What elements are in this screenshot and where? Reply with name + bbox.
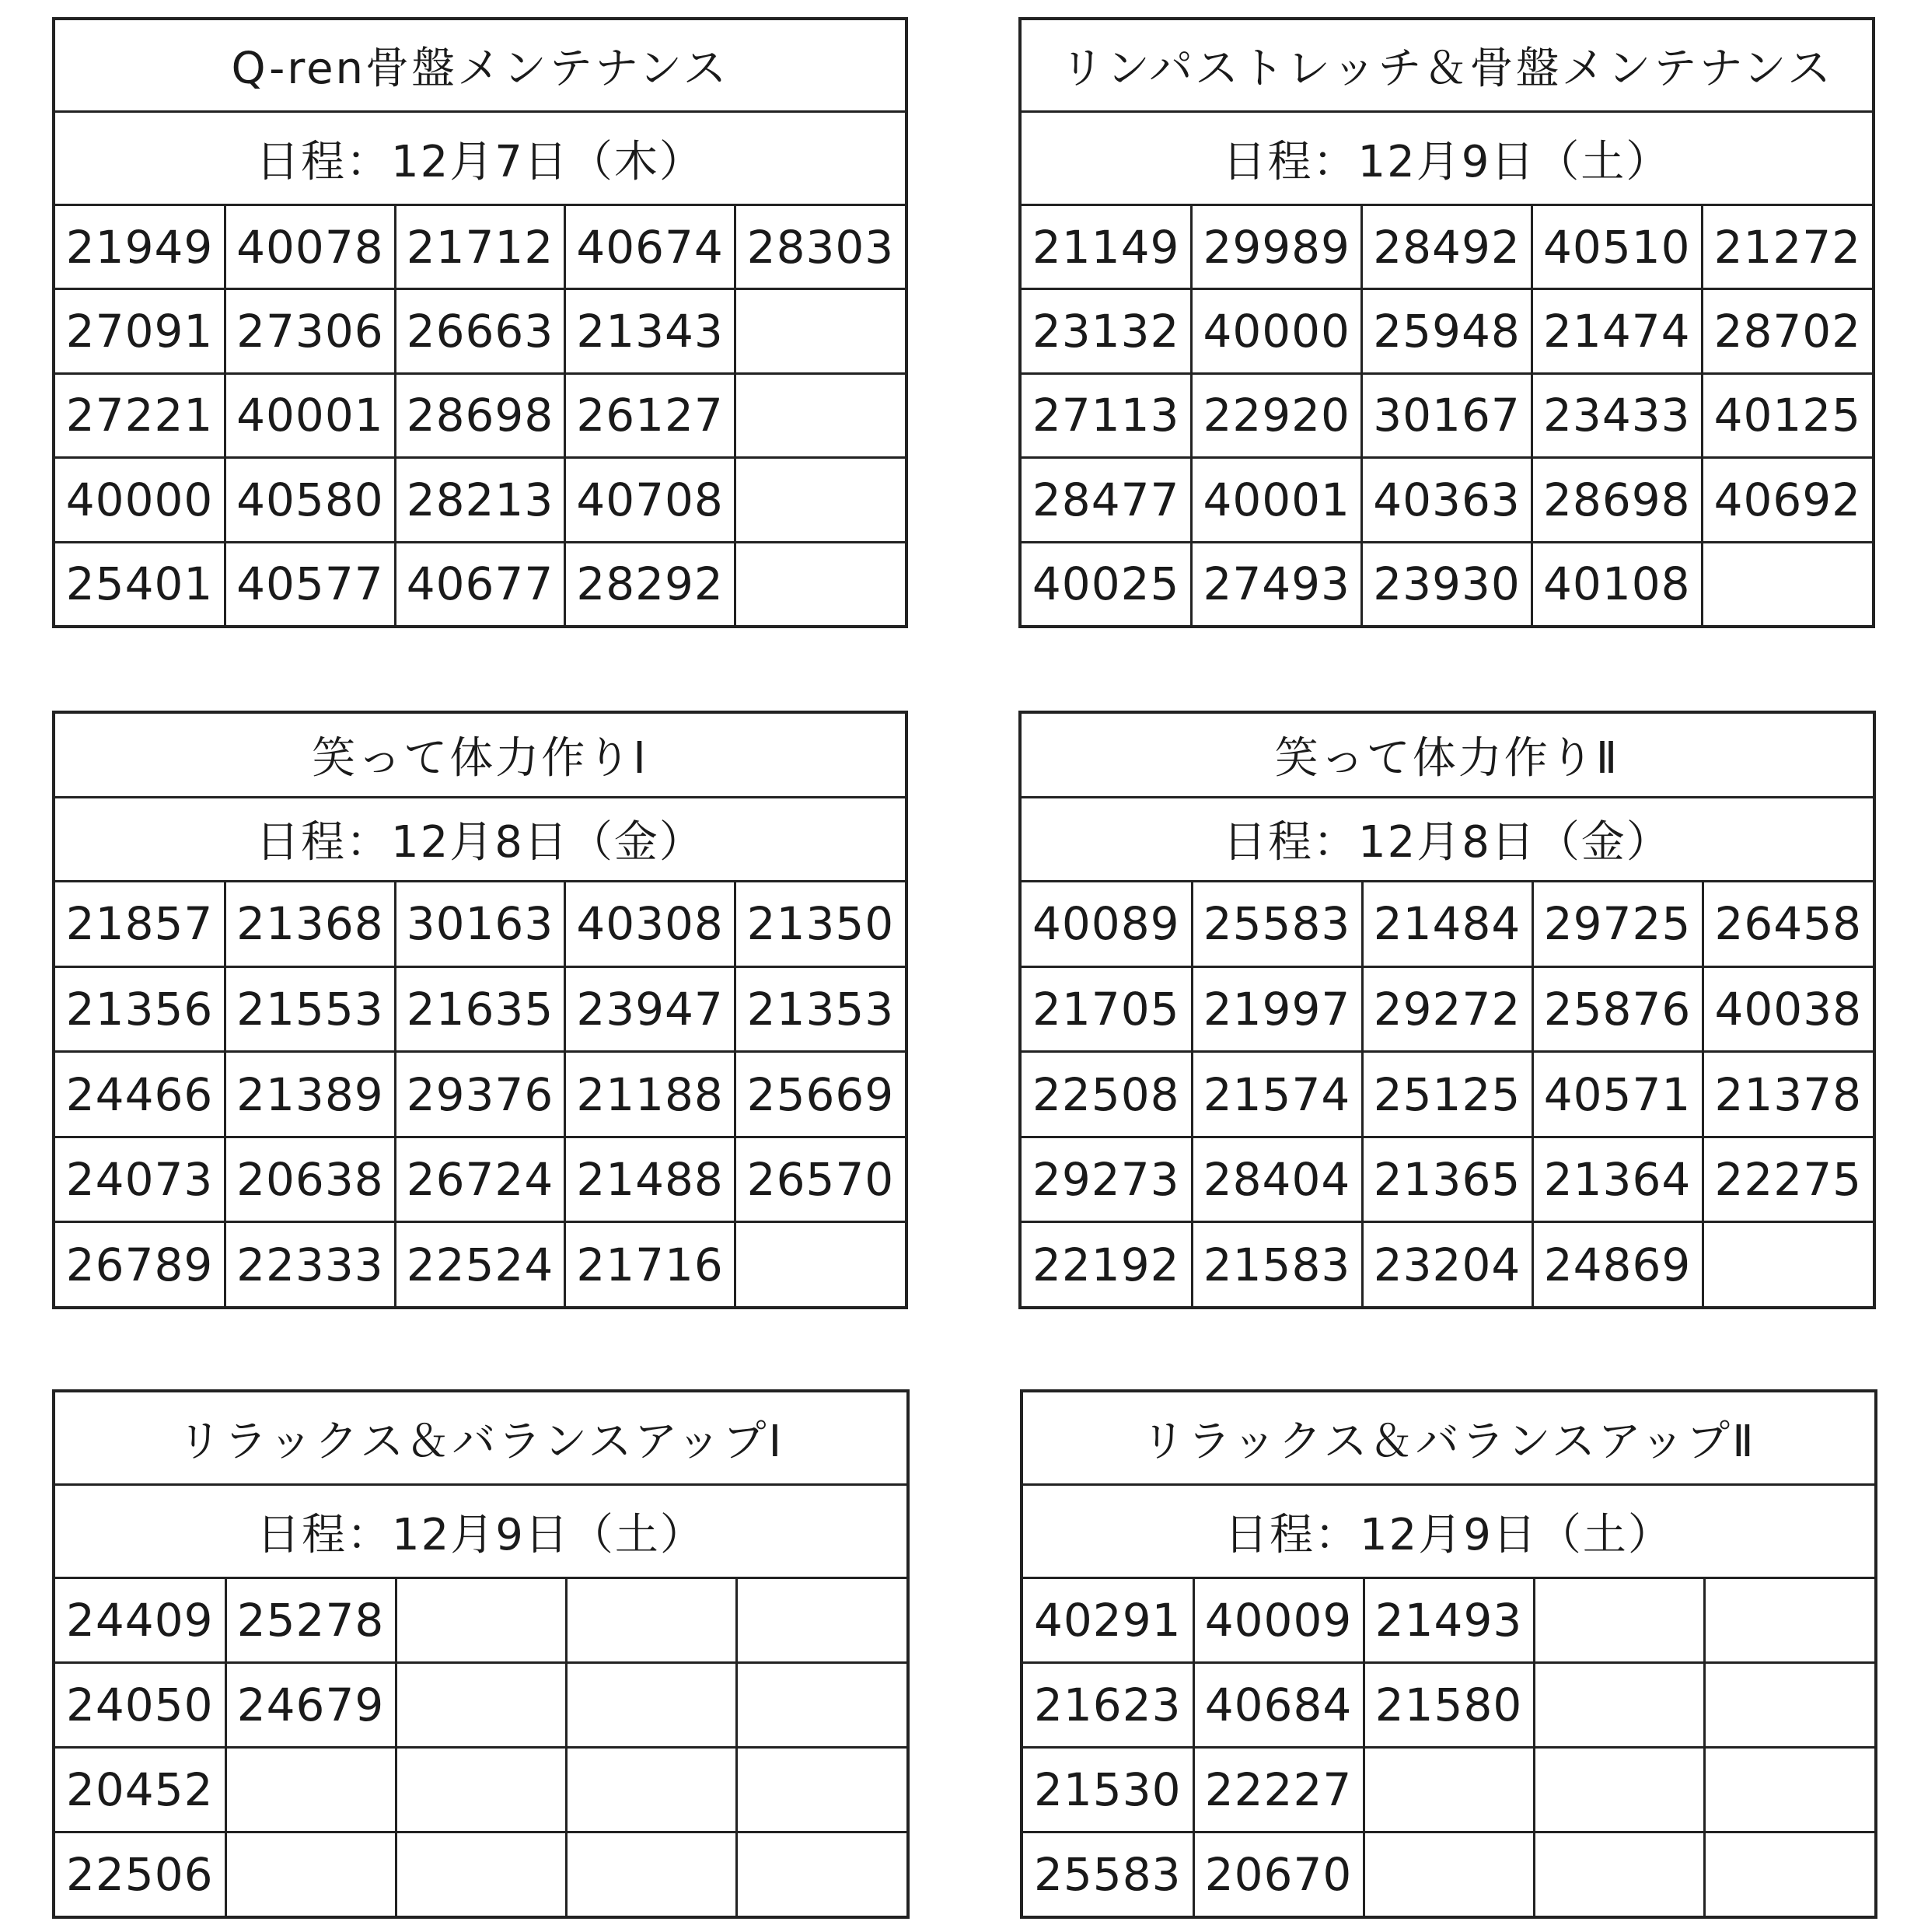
member-number-cell: 40674 bbox=[565, 204, 735, 288]
table-row bbox=[55, 1748, 906, 1832]
member-number-cell: 26789 bbox=[55, 1222, 225, 1306]
member-number-cell: 21623 bbox=[1023, 1663, 1193, 1748]
class-title: Q-ren骨盤メンテナンス bbox=[55, 20, 905, 112]
class-date: 日程：12月8日（金） bbox=[55, 797, 905, 882]
member-number-cell bbox=[1704, 1578, 1874, 1663]
table-row bbox=[1022, 289, 1872, 373]
member-number-cell: 29272 bbox=[1362, 966, 1532, 1052]
member-number-cell: 22508 bbox=[1022, 1052, 1192, 1137]
member-number-cell: 21389 bbox=[225, 1052, 396, 1137]
member-number-cell: 40001 bbox=[225, 373, 396, 457]
member-number-cell: 22333 bbox=[225, 1222, 396, 1306]
table-row bbox=[55, 373, 905, 457]
member-number-cell: 40038 bbox=[1703, 966, 1873, 1052]
member-number-cell: 25948 bbox=[1362, 289, 1532, 373]
member-number-cell bbox=[1704, 1832, 1874, 1916]
member-number-cell bbox=[396, 1578, 566, 1663]
table-row bbox=[55, 1222, 905, 1306]
member-number-cell: 30167 bbox=[1362, 373, 1532, 457]
member-number-cell: 22275 bbox=[1703, 1137, 1873, 1222]
member-number-cell bbox=[735, 1222, 905, 1306]
member-number-cell: 26458 bbox=[1703, 882, 1873, 967]
table-row bbox=[1022, 1052, 1873, 1137]
schedule-block bbox=[52, 711, 908, 1309]
member-number-cell: 27306 bbox=[225, 289, 396, 373]
member-number-cell: 24409 bbox=[55, 1578, 225, 1663]
member-number-cell: 22524 bbox=[395, 1222, 565, 1306]
member-number-cell: 40308 bbox=[565, 882, 735, 967]
table-row bbox=[55, 1578, 906, 1663]
member-number-cell: 40025 bbox=[1022, 542, 1192, 625]
schedule-table bbox=[55, 1392, 906, 1916]
member-number-cell bbox=[566, 1748, 736, 1832]
member-number-cell: 40078 bbox=[225, 204, 396, 288]
member-number-cell: 21364 bbox=[1532, 1137, 1703, 1222]
member-number-cell: 27091 bbox=[55, 289, 225, 373]
member-number-cell: 21635 bbox=[395, 966, 565, 1052]
member-number-cell: 28698 bbox=[395, 373, 565, 457]
member-number-cell: 21712 bbox=[395, 204, 565, 288]
member-number-cell bbox=[1534, 1578, 1704, 1663]
table-row bbox=[55, 1663, 906, 1748]
member-number-cell: 21343 bbox=[565, 289, 735, 373]
schedule-table bbox=[55, 714, 905, 1306]
table-row bbox=[55, 542, 905, 625]
table-row bbox=[1022, 882, 1873, 967]
member-number-cell: 29273 bbox=[1022, 1137, 1192, 1222]
member-number-cell: 40291 bbox=[1023, 1578, 1193, 1663]
member-number-cell: 40108 bbox=[1532, 542, 1702, 625]
member-number-cell: 21368 bbox=[225, 882, 396, 967]
member-number-cell: 21553 bbox=[225, 966, 396, 1052]
member-number-cell bbox=[736, 1832, 906, 1916]
member-number-cell: 40510 bbox=[1532, 204, 1702, 288]
member-number-cell bbox=[1704, 1748, 1874, 1832]
schedule-block bbox=[1020, 1389, 1877, 1919]
class-date: 日程：12月9日（土） bbox=[1023, 1485, 1874, 1578]
member-number-cell: 23132 bbox=[1022, 289, 1192, 373]
table-row bbox=[1023, 1832, 1874, 1916]
member-number-cell: 30163 bbox=[395, 882, 565, 967]
member-number-cell: 21365 bbox=[1362, 1137, 1532, 1222]
member-number-cell bbox=[1704, 1663, 1874, 1748]
member-number-cell: 28303 bbox=[735, 204, 905, 288]
member-number-cell: 27493 bbox=[1192, 542, 1362, 625]
class-title: リラックス＆バランスアップⅡ bbox=[1023, 1392, 1874, 1485]
member-number-cell: 24466 bbox=[55, 1052, 225, 1137]
member-number-cell: 40125 bbox=[1702, 373, 1872, 457]
class-date: 日程：12月7日（木） bbox=[55, 112, 905, 204]
member-number-cell: 21356 bbox=[55, 966, 225, 1052]
table-row bbox=[1022, 373, 1872, 457]
member-number-cell: 21857 bbox=[55, 882, 225, 967]
member-number-cell: 22227 bbox=[1193, 1748, 1364, 1832]
table-row bbox=[1022, 1137, 1873, 1222]
table-row bbox=[55, 966, 905, 1052]
member-number-cell bbox=[735, 542, 905, 625]
member-number-cell: 21716 bbox=[565, 1222, 735, 1306]
member-number-cell: 24050 bbox=[55, 1663, 225, 1748]
schedule-table bbox=[1022, 20, 1872, 625]
member-number-cell: 20638 bbox=[225, 1137, 396, 1222]
table-row bbox=[55, 204, 905, 288]
member-number-cell: 21949 bbox=[55, 204, 225, 288]
member-number-cell: 28698 bbox=[1532, 458, 1702, 542]
schedule-block bbox=[52, 1389, 910, 1919]
member-number-cell: 23947 bbox=[565, 966, 735, 1052]
member-number-cell bbox=[396, 1748, 566, 1832]
member-number-cell bbox=[735, 289, 905, 373]
member-number-cell: 26570 bbox=[735, 1137, 905, 1222]
table-row bbox=[1022, 966, 1873, 1052]
member-number-cell: 25669 bbox=[735, 1052, 905, 1137]
table-row bbox=[1023, 1748, 1874, 1832]
member-number-cell: 21484 bbox=[1362, 882, 1532, 967]
member-number-cell: 40001 bbox=[1192, 458, 1362, 542]
member-number-cell: 40677 bbox=[395, 542, 565, 625]
member-number-cell: 29725 bbox=[1532, 882, 1703, 967]
member-number-cell: 21488 bbox=[565, 1137, 735, 1222]
member-number-cell: 21353 bbox=[735, 966, 905, 1052]
member-number-cell bbox=[736, 1748, 906, 1832]
member-number-cell: 24679 bbox=[225, 1663, 396, 1748]
member-number-cell: 21149 bbox=[1022, 204, 1192, 288]
class-title: 笑って体力作りⅡ bbox=[1022, 714, 1873, 797]
member-number-cell: 23433 bbox=[1532, 373, 1702, 457]
member-number-cell: 21350 bbox=[735, 882, 905, 967]
member-number-cell: 40363 bbox=[1362, 458, 1532, 542]
member-number-cell: 28477 bbox=[1022, 458, 1192, 542]
member-number-cell: 28702 bbox=[1702, 289, 1872, 373]
member-number-cell: 21474 bbox=[1532, 289, 1702, 373]
class-date: 日程：12月9日（土） bbox=[1022, 112, 1872, 204]
member-number-cell: 40580 bbox=[225, 458, 396, 542]
member-number-cell: 21493 bbox=[1364, 1578, 1534, 1663]
member-number-cell: 26127 bbox=[565, 373, 735, 457]
member-number-cell bbox=[396, 1832, 566, 1916]
member-number-cell: 40571 bbox=[1532, 1052, 1703, 1137]
schedule-table bbox=[1022, 714, 1873, 1306]
member-number-cell bbox=[566, 1578, 736, 1663]
table-row bbox=[1022, 1222, 1873, 1306]
member-number-cell bbox=[225, 1748, 396, 1832]
member-number-cell: 29989 bbox=[1192, 204, 1362, 288]
table-row bbox=[1022, 542, 1872, 625]
member-number-cell: 25583 bbox=[1023, 1832, 1193, 1916]
member-number-cell bbox=[1534, 1832, 1704, 1916]
member-number-cell: 40692 bbox=[1702, 458, 1872, 542]
member-number-cell: 27113 bbox=[1022, 373, 1192, 457]
member-number-cell: 21272 bbox=[1702, 204, 1872, 288]
member-number-cell: 25401 bbox=[55, 542, 225, 625]
member-number-cell: 28292 bbox=[565, 542, 735, 625]
member-number-cell: 40708 bbox=[565, 458, 735, 542]
table-row bbox=[1022, 458, 1872, 542]
member-number-cell: 26663 bbox=[395, 289, 565, 373]
member-number-cell bbox=[1534, 1748, 1704, 1832]
member-number-cell bbox=[736, 1578, 906, 1663]
table-row bbox=[55, 1052, 905, 1137]
member-number-cell bbox=[735, 458, 905, 542]
table-row bbox=[55, 289, 905, 373]
member-number-cell: 28492 bbox=[1362, 204, 1532, 288]
member-number-cell: 25125 bbox=[1362, 1052, 1532, 1137]
member-number-cell: 20670 bbox=[1193, 1832, 1364, 1916]
class-title: リンパストレッチ＆骨盤メンテナンス bbox=[1022, 20, 1872, 112]
member-number-cell: 25583 bbox=[1192, 882, 1362, 967]
member-number-cell bbox=[566, 1832, 736, 1916]
member-number-cell: 26724 bbox=[395, 1137, 565, 1222]
table-row bbox=[1023, 1663, 1874, 1748]
member-number-cell: 21580 bbox=[1364, 1663, 1534, 1748]
member-number-cell: 40577 bbox=[225, 542, 396, 625]
schedule-table bbox=[55, 20, 905, 625]
member-number-cell bbox=[1703, 1222, 1873, 1306]
schedule-block bbox=[1018, 711, 1876, 1309]
member-number-cell bbox=[396, 1663, 566, 1748]
member-number-cell: 21530 bbox=[1023, 1748, 1193, 1832]
member-number-cell: 21705 bbox=[1022, 966, 1192, 1052]
member-number-cell bbox=[566, 1663, 736, 1748]
member-number-cell bbox=[1534, 1663, 1704, 1748]
member-number-cell bbox=[225, 1832, 396, 1916]
member-number-cell bbox=[735, 373, 905, 457]
class-date: 日程：12月8日（金） bbox=[1022, 797, 1873, 882]
member-number-cell: 23204 bbox=[1362, 1222, 1532, 1306]
member-number-cell: 20452 bbox=[55, 1748, 225, 1832]
member-number-cell: 28404 bbox=[1192, 1137, 1362, 1222]
member-number-cell: 28213 bbox=[395, 458, 565, 542]
member-number-cell: 27221 bbox=[55, 373, 225, 457]
member-number-cell: 40000 bbox=[55, 458, 225, 542]
member-number-cell bbox=[1364, 1832, 1534, 1916]
member-number-cell: 24869 bbox=[1532, 1222, 1703, 1306]
member-number-cell bbox=[1364, 1748, 1534, 1832]
member-number-cell: 21997 bbox=[1192, 966, 1362, 1052]
member-number-cell: 21583 bbox=[1192, 1222, 1362, 1306]
table-row bbox=[1022, 204, 1872, 288]
member-number-cell: 40009 bbox=[1193, 1578, 1364, 1663]
member-number-cell: 22506 bbox=[55, 1832, 225, 1916]
schedule-table bbox=[1023, 1392, 1874, 1916]
table-row bbox=[1023, 1578, 1874, 1663]
member-number-cell: 40089 bbox=[1022, 882, 1192, 967]
member-number-cell bbox=[736, 1663, 906, 1748]
table-row bbox=[55, 882, 905, 967]
member-number-cell: 22920 bbox=[1192, 373, 1362, 457]
class-title: 笑って体力作りⅠ bbox=[55, 714, 905, 797]
member-number-cell: 23930 bbox=[1362, 542, 1532, 625]
member-number-cell: 21574 bbox=[1192, 1052, 1362, 1137]
schedule-block bbox=[52, 17, 908, 628]
member-number-cell: 24073 bbox=[55, 1137, 225, 1222]
member-number-cell bbox=[1702, 542, 1872, 625]
member-number-cell: 21188 bbox=[565, 1052, 735, 1137]
member-number-cell: 22192 bbox=[1022, 1222, 1192, 1306]
class-date: 日程：12月9日（土） bbox=[55, 1485, 906, 1578]
member-number-cell: 29376 bbox=[395, 1052, 565, 1137]
class-title: リラックス＆バランスアップⅠ bbox=[55, 1392, 906, 1485]
member-number-cell: 40000 bbox=[1192, 289, 1362, 373]
table-row bbox=[55, 1137, 905, 1222]
table-row bbox=[55, 458, 905, 542]
schedule-block bbox=[1018, 17, 1875, 628]
member-number-cell: 21378 bbox=[1703, 1052, 1873, 1137]
table-row bbox=[55, 1832, 906, 1916]
member-number-cell: 25278 bbox=[225, 1578, 396, 1663]
member-number-cell: 40684 bbox=[1193, 1663, 1364, 1748]
member-number-cell: 25876 bbox=[1532, 966, 1703, 1052]
